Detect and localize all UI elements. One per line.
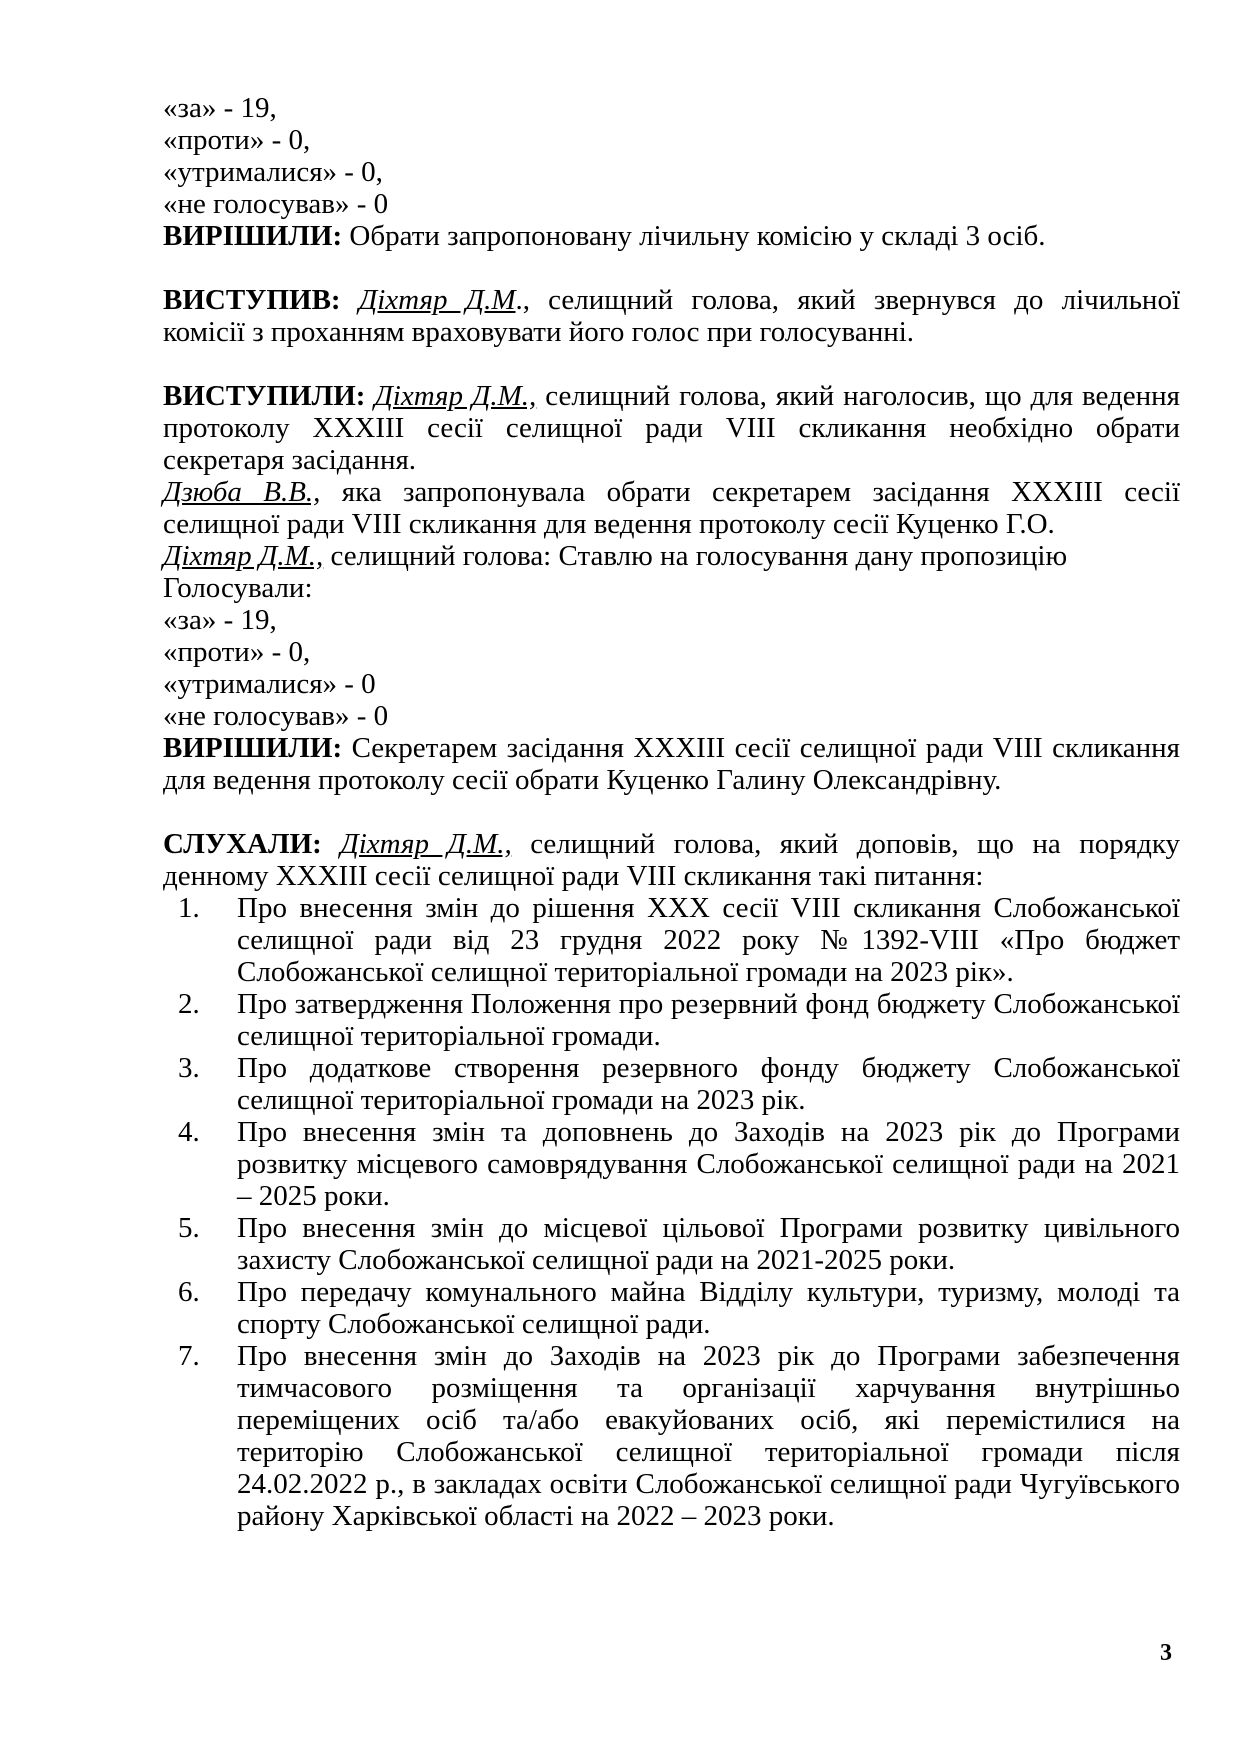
agenda-item xyxy=(163,1052,1180,1116)
agenda-item xyxy=(163,1340,1180,1532)
speaker-name: Діхтяр Д.М., xyxy=(163,540,324,572)
agenda-item-number: 4. xyxy=(178,1116,200,1148)
agenda-item-number: 7. xyxy=(178,1340,200,1372)
speaker-name: Діхтяр Д.М xyxy=(358,284,516,316)
agenda-item xyxy=(163,892,1180,988)
vote-for: «за» - 19, xyxy=(163,604,277,636)
speech-label: ВИСТУПИВ: xyxy=(163,284,341,316)
speaker-name: Діхтяр Д.М., xyxy=(374,380,537,412)
vote-against: «проти» - 0, xyxy=(163,636,311,668)
speech-text: селищний голова: Ставлю на голосування дану пропозицію xyxy=(323,540,1068,572)
decision-label: ВИРІШИЛИ: xyxy=(163,732,343,764)
agenda-item-text: Про передачу комунального майна Відділу культури, туризму, молоді та спорту Слобожанської селищної ради. xyxy=(237,1276,1180,1340)
speech-paragraph xyxy=(163,540,1180,572)
speaker-name: Діхтяр Д.М., xyxy=(340,828,512,860)
speech-text: яка запропонувала обрати секретарем засідання XXXIII сесії селищної ради VIII скликання для ведення протоколу сесії Куценко Г.О. xyxy=(163,476,1181,540)
heard-paragraph xyxy=(163,828,1180,892)
decision-text: Секретарем засідання XXXIII сесії селищної ради VIII скликання для ведення протоколу сесії обрати Куценко Галину Олександрівну. xyxy=(163,732,1180,796)
vote-not-voted: «не голосував» - 0 xyxy=(163,700,389,732)
speech-text: ., селищний голова, який звернувся до лічильної комісії з проханням враховувати його голос при голосуванні. xyxy=(163,284,1181,348)
speaker-name: Дзюба В.В., xyxy=(163,476,321,508)
decision-paragraph xyxy=(163,220,1180,252)
speech-paragraph xyxy=(163,476,1180,540)
agenda-item xyxy=(163,1212,1180,1276)
agenda-item-text: Про внесення змін до Заходів на 2023 рік до Програми забезпечення тимчасового розміщення та організації харчування внутрішньо переміщених осіб та/або евакуйованих осіб, які перемістилися на територію Слобожанської селищної територіальної громади після 24.02.2022 р., в закладах освіти Слобожанської селищної ради Чугуївського району Харківської області на 2022 – 2023 роки. xyxy=(237,1340,1180,1532)
spacer xyxy=(163,796,1180,828)
agenda-item xyxy=(163,988,1180,1052)
speech-text: селищний голова, який наголосив, що для ведення протоколу XXXIII сесії селищної ради VIII скликання необхідно обрати секретаря засідання. xyxy=(163,380,1181,476)
spacer xyxy=(163,348,1180,380)
agenda-item-number: 3. xyxy=(178,1052,200,1084)
voted-label: Голосували: xyxy=(163,572,313,604)
vote-against: «проти» - 0, xyxy=(163,124,311,156)
speech-paragraph xyxy=(163,284,1180,348)
speech-label: ВИСТУПИЛИ: xyxy=(163,380,366,412)
agenda-item xyxy=(163,1116,1180,1212)
decision-text: Обрати запропоновану лічильну комісію у складі 3 осіб. xyxy=(342,220,1046,252)
agenda-item-number: 1. xyxy=(178,892,200,924)
agenda-item-text: Про внесення змін до місцевої цільової Програми розвитку цивільного захисту Слобожанської селищної ради на 2021-2025 роки. xyxy=(237,1212,1180,1276)
page-number: 3 xyxy=(1160,1640,1172,1666)
agenda-item-number: 2. xyxy=(178,988,200,1020)
decision-paragraph xyxy=(163,732,1180,796)
heard-label: СЛУХАЛИ: xyxy=(163,828,322,860)
agenda-item xyxy=(163,1276,1180,1340)
agenda-item-text: Про додаткове створення резервного фонду бюджету Слобожанської селищної територіальної громади на 2023 рік. xyxy=(237,1052,1180,1116)
vote-for: «за» - 19, xyxy=(163,92,277,124)
agenda-item-text: Про внесення змін та доповнень до Заходів на 2023 рік до Програми розвитку місцевого самоврядування Слобожанської селищної ради на 2021 – 2025 роки. xyxy=(237,1116,1180,1212)
agenda-item-text: Про внесення змін до рішення XXX сесії VIII скликання Слобожанської селищної ради від 23 грудня 2022 року №1392-VIII «Про бюджет Слобожанської селищної територіальної громади на 2023 рік». xyxy=(237,892,1180,988)
heard-text: селищний голова, який доповів, що на порядку денному XXXIII сесії селищної ради VIII скликання такі питання: xyxy=(163,828,1181,892)
agenda-item-text: Про затвердження Положення про резервний фонд бюджету Слобожанської селищної територіальної громади. xyxy=(237,988,1180,1052)
speech-paragraph xyxy=(163,380,1180,476)
spacer xyxy=(163,252,1180,284)
vote-abstained: «утрималися» - 0 xyxy=(163,668,376,700)
document-page xyxy=(163,92,1180,1532)
agenda-list xyxy=(163,892,1180,1532)
agenda-item-number: 6. xyxy=(178,1276,200,1308)
agenda-item-number: 5. xyxy=(178,1212,200,1244)
vote-abstained: «утрималися» - 0, xyxy=(163,156,383,188)
decision-label: ВИРІШИЛИ: xyxy=(163,220,343,252)
vote-not-voted: «не голосував» - 0 xyxy=(163,188,389,220)
